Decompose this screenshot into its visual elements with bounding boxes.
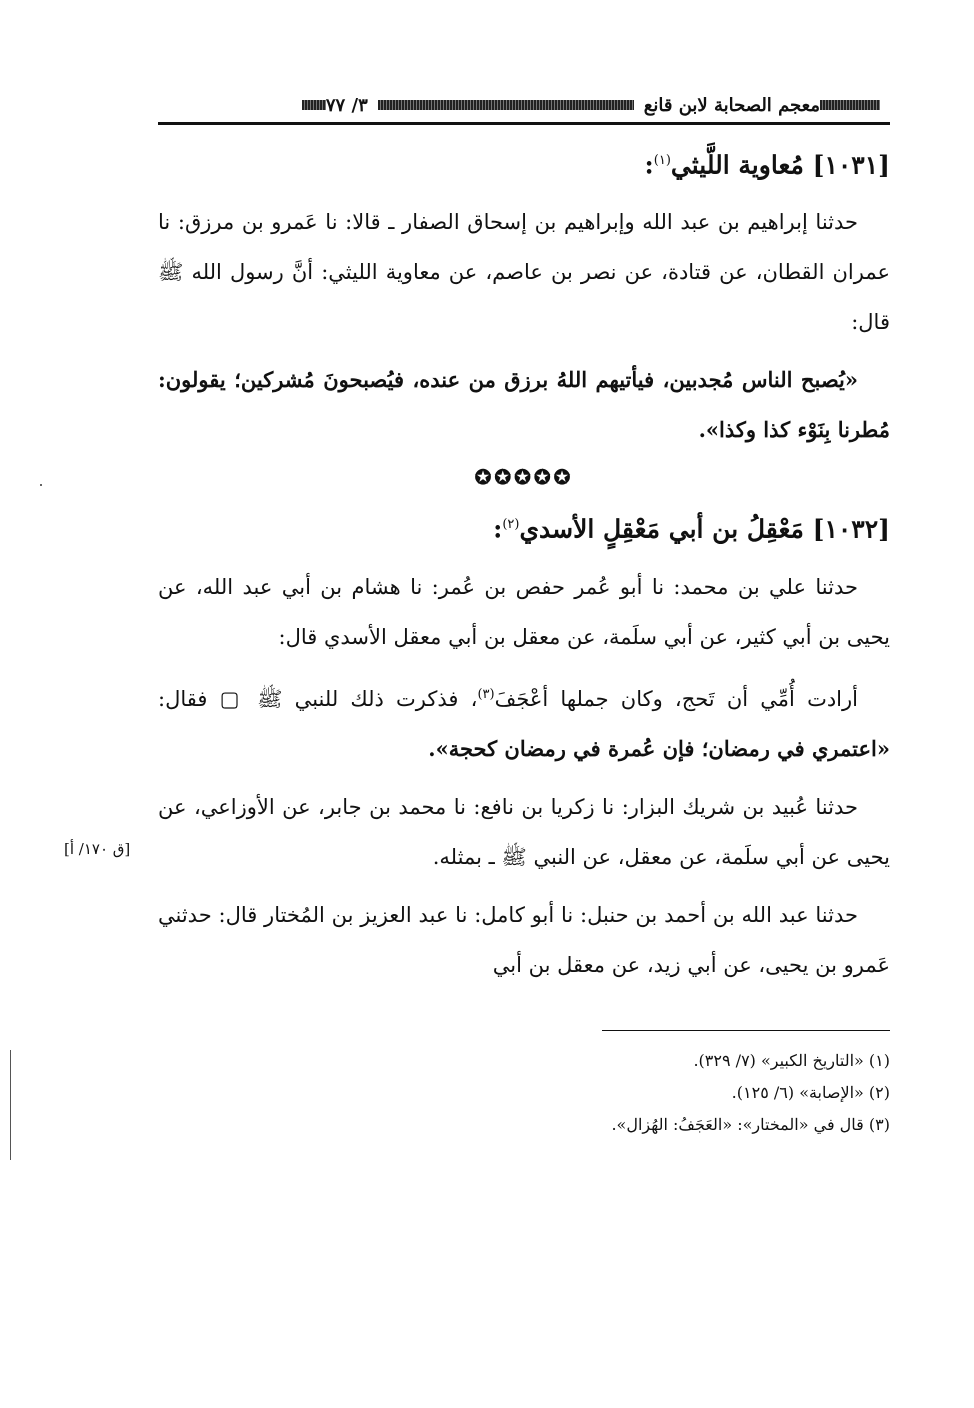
book-title: معجم الصحابة لابن قانع	[643, 94, 820, 116]
heading-colon-1032: :	[493, 514, 503, 544]
manuscript-margin-note: [ق ١٧٠/ أ]	[64, 840, 131, 858]
page-number: ٣/ ٧٧	[325, 94, 368, 116]
running-header	[158, 88, 890, 125]
entry-heading-1032	[158, 503, 890, 551]
isnad-paragraph-1031: حدثنا إبراهيم بن عبد الله وإبراهيم بن إسحاق الصفار ـ قالا: نا عَمرو بن مرزق: نا عمران القطان، عن قتادة، عن نصر بن عاصم، عن معاوية الليثي: أنَّ رسول الله ﷺ قال:	[158, 210, 890, 335]
footnote-divider	[602, 1030, 890, 1031]
entry-title-1032: [١٠٣٢] مَعْقِلُ بن أبي مَعْقِلٍ الأسدي	[519, 514, 890, 544]
entry-heading-1031	[158, 139, 890, 187]
section-separator: ✪✪✪✪✪	[474, 465, 574, 490]
hadith-text-1031: «يُصبح الناس مُجدبين، فيأتيهم اللهُ برزق من عنده، فيُصبحونَ مُشركين؛ يقولون: مُطرنا بِنَوْء كذا وكذا».	[158, 367, 890, 443]
hadith-quote-1032: «اعتمري في رمضان؛ فإن عُمرة في رمضان كحجة».	[428, 735, 890, 761]
footnote-3: (٣) قال في «المختار»: «العَجَفُ: الهُزال».	[611, 1114, 890, 1134]
hadith-paragraph-1032	[158, 670, 890, 774]
footnote-ref-2: (٢)	[502, 517, 520, 533]
isnad-paragraph-1032-b: حدثنا عُبيد بن شريك البزار: نا زكريا بن نافع: نا محمد بن جابر، عن الأوزاعي، عن يحيى عن أبي سلَمة، عن معقل، عن النبي ﷺ ـ بمثله.	[158, 794, 890, 869]
entry-title-1031: [١٠٣١] مُعاوية اللَّيثي	[670, 150, 890, 180]
header-bar-right	[820, 100, 880, 110]
footnote-ref-1: (١)	[653, 153, 671, 168]
footnote-2: (٢) «الإصابة» (٦/ ١٢٥).	[731, 1082, 890, 1102]
isnad-paragraph-1032-c: حدثنا عبد الله بن أحمد بن حنبل: نا أبو كامل: نا عبد العزيز بن المُختار قال: حدثني عَمرو بن يحيى، عن أبي زيد، عن معقل بن أبي	[158, 902, 890, 977]
footnote-1: (١) «التاريخ الكبير» (٧/ ٣٢٩).	[693, 1050, 890, 1070]
heading-colon-1031: :	[644, 150, 654, 180]
scan-speck	[40, 484, 42, 486]
scan-edge-line	[10, 1050, 11, 1160]
header-bar-middle	[378, 100, 634, 110]
hadith-narration-part-1: أرادت أُمِّي أن تَحج، وكان جملها أعْجَفَ	[494, 686, 858, 711]
isnad-paragraph-1032-a: حدثنا علي بن محمد: نا أبو عُمر حفص بن عُمر: نا هشام بن أبي عبد الله، عن يحيى بن أبي كثير، عن أبي سلَمة، عن معقل بن أبي معقل الأسدي قال:	[158, 574, 890, 649]
hadith-narration-part-2: ، فذكرت ذلك للنبي ﷺ ▢ فقال:	[158, 686, 478, 711]
footnote-ref-3: (٣)	[477, 686, 495, 702]
book-page	[158, 88, 890, 1141]
header-bar-left	[302, 100, 326, 110]
